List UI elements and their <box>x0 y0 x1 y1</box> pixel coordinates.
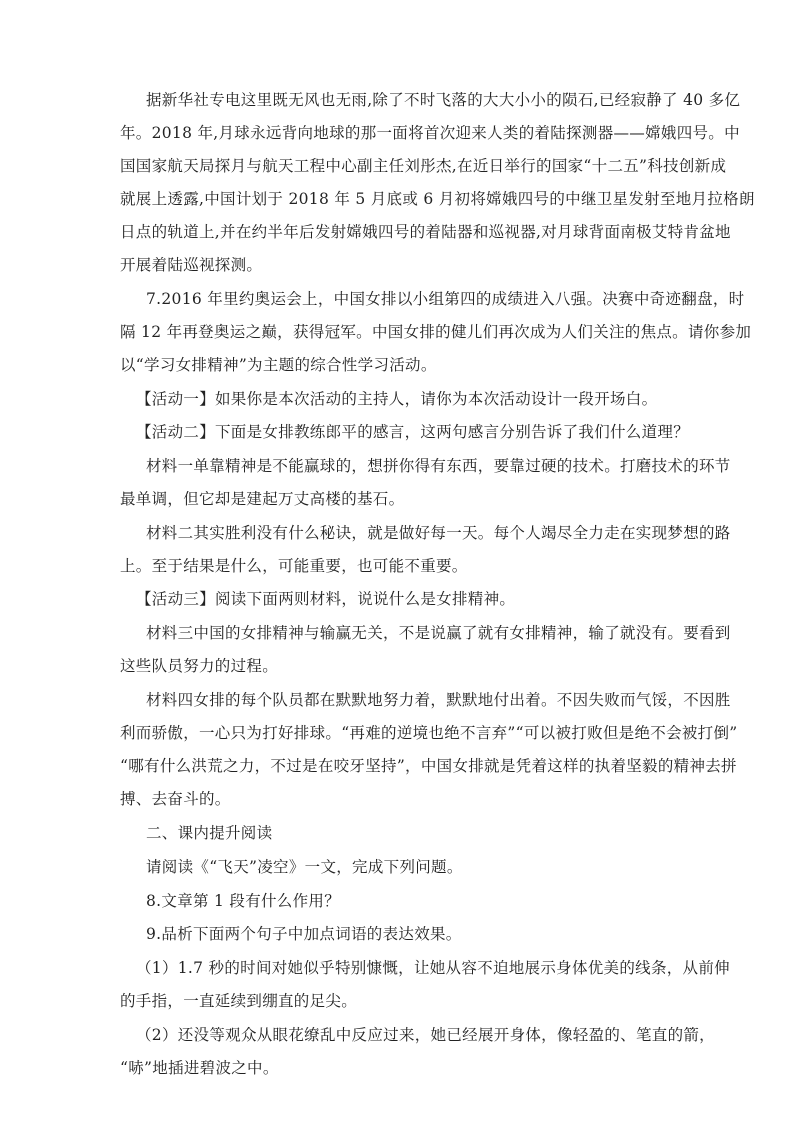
activity-1: 【活动一】如果你是本次活动的主持人，请你为本次活动设计一段开场白。 <box>136 390 658 408</box>
activity-3: 【活动三】阅读下面两则材料，说说什么是女排精神。 <box>136 590 516 608</box>
question-9: 9.品析下面两个句子中加点词语的表达效果。 <box>146 925 462 943</box>
paragraph-news-line-3: 国国家航天局探月与航天工程中心副主任刘彤杰,在近日举行的国家“十二五”科技创新成 <box>120 157 727 175</box>
activity-2: 【活动二】下面是女排教练郎平的感言，这两句感言分别告诉了我们什么道理？ <box>136 423 690 441</box>
material-4-line-2: 利而骄傲，一心只为打好排球。“再难的逆境也绝不言弃”“可以被打败但是绝不会被打倒” <box>120 724 738 742</box>
material-3-line-2: 这些队员努力的过程。 <box>120 657 279 675</box>
material-2-line-1: 材料二其实胜利没有什么秘诀，就是做好每一天。每个人竭尽全力走在实现梦想的路 <box>146 524 731 542</box>
reading-instruction: 请阅读《“飞天”凌空》一文，完成下列问题。 <box>146 858 463 876</box>
sentence-2-line-2: “哧”地插进碧波之中。 <box>120 1059 279 1077</box>
question-7-line-3: 以“学习女排精神”为主题的综合性学习活动。 <box>120 356 437 374</box>
sentence-1-line-1: （1）1.7 秒的时间对她似乎特别慷慨，让她从容不迫地展示身体优美的线条，从前伸 <box>136 959 730 977</box>
material-4-line-4: 搏、去奋斗的。 <box>120 790 231 808</box>
paragraph-news-line-4: 就展上透露,中国计划于 2018 年 5 月底或 6 月初将嫦娥四号的中继卫星发射至地月拉格朗 <box>120 190 755 208</box>
paragraph-news-line-6: 开展着陆巡视探测。 <box>120 256 263 274</box>
paragraph-news-line-5: 日点的轨道上,并在约半年后发射嫦娥四号的着陆器和巡视器,对月球背面南极艾特肯盆地 <box>120 223 731 241</box>
material-4-line-1: 材料四女排的每个队员都在默默地努力着，默默地付出着。不因失败而气馁，不因胜 <box>146 691 731 709</box>
paragraph-news-line-1: 据新华社专电这里既无风也无雨,除了不时飞落的大大小小的陨石,已经寂静了 40 多亿 <box>146 91 741 109</box>
sentence-1-line-2: 的手指，一直延续到绷直的足尖。 <box>120 992 358 1010</box>
question-7-line-2: 隔 12 年再登奥运之巅，获得冠军。中国女排的健儿们再次成为人们关注的焦点。请你参加 <box>120 323 752 341</box>
paragraph-news-line-2: 年。2018 年,月球永远背向地球的那一面将首次迎来人类的着陆探测器——嫦娥四号。中 <box>120 124 740 142</box>
question-8: 8.文章第 1 段有什么作用？ <box>146 892 341 910</box>
section-heading: 二、课内提升阅读 <box>146 824 273 842</box>
material-4-line-3: “哪有什么洪荒之力，不过是在咬牙坚持”，中国女排就是凭着这样的执着坚毅的精神去拼 <box>120 757 737 775</box>
material-3-line-1: 材料三中国的女排精神与输赢无关，不是说赢了就有女排精神，输了就没有。要看到 <box>146 624 731 642</box>
material-2-line-2: 上。至于结果是什么，可能重要，也可能不重要。 <box>120 557 468 575</box>
question-7-line-1: 7.2016 年里约奥运会上，中国女排以小组第四的成绩进入八强。决赛中奇迹翻盘，时 <box>146 290 745 308</box>
material-1-line-2: 最单调，但它却是建起万丈高楼的基石。 <box>120 490 405 508</box>
sentence-2-line-1: （2）还没等观众从眼花缭乱中反应过来，她已经展开身体，像轻盈的、笔直的箭， <box>136 1026 715 1044</box>
material-1-line-1: 材料一单靠精神是不能赢球的，想拼你得有东西，要靠过硬的技术。打磨技术的环节 <box>146 457 731 475</box>
